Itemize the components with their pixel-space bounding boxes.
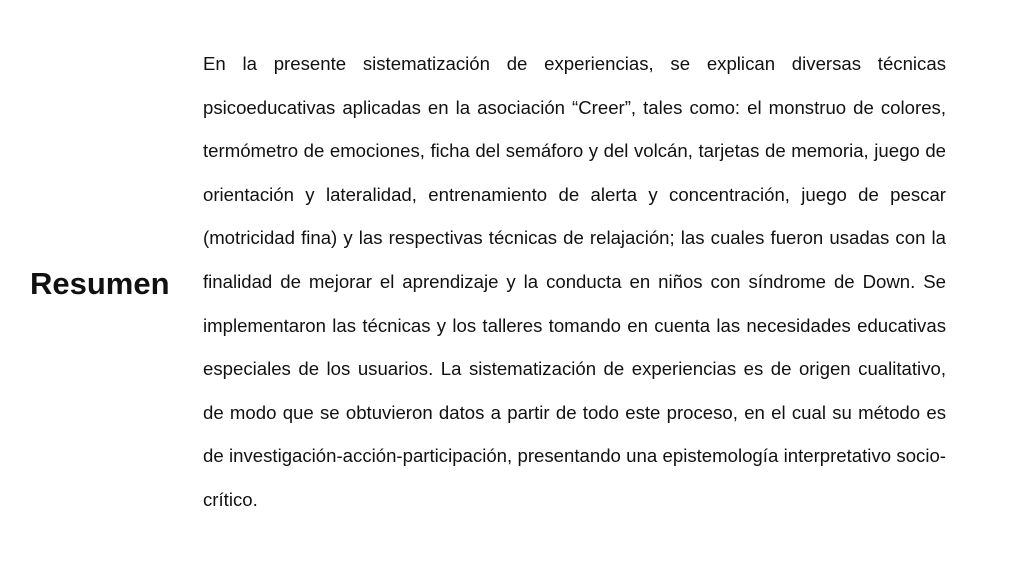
section-heading: Resumen bbox=[30, 266, 170, 301]
abstract-paragraph: En la presente sistematización de experiencias, se explican diversas técnicas psicoeducativas aplicadas en la asociación “Creer”, tales como: el monstruo de colores, termómetro de emociones, ficha del semáforo y del volcán, tarjetas de memoria, juego de orientación y lateralidad, entrenamiento de alerta y concentración, juego de pescar (motricidad fina) y las respectivas técnicas de relajación; las cuales fueron usadas con la finalidad de mejorar el aprendizaje y la conducta en niños con síndrome de Down. Se implementaron las técnicas y los talleres tomando en cuenta las necesidades educativas especiales de los usuarios. La sistematización de experiencias es de origen cualitativo, de modo que se obtuvieron datos a partir de todo este proceso, en el cual su método es de investigación-acción-participación, presentando una epistemología interpretativo socio-crítico. bbox=[203, 53, 946, 510]
